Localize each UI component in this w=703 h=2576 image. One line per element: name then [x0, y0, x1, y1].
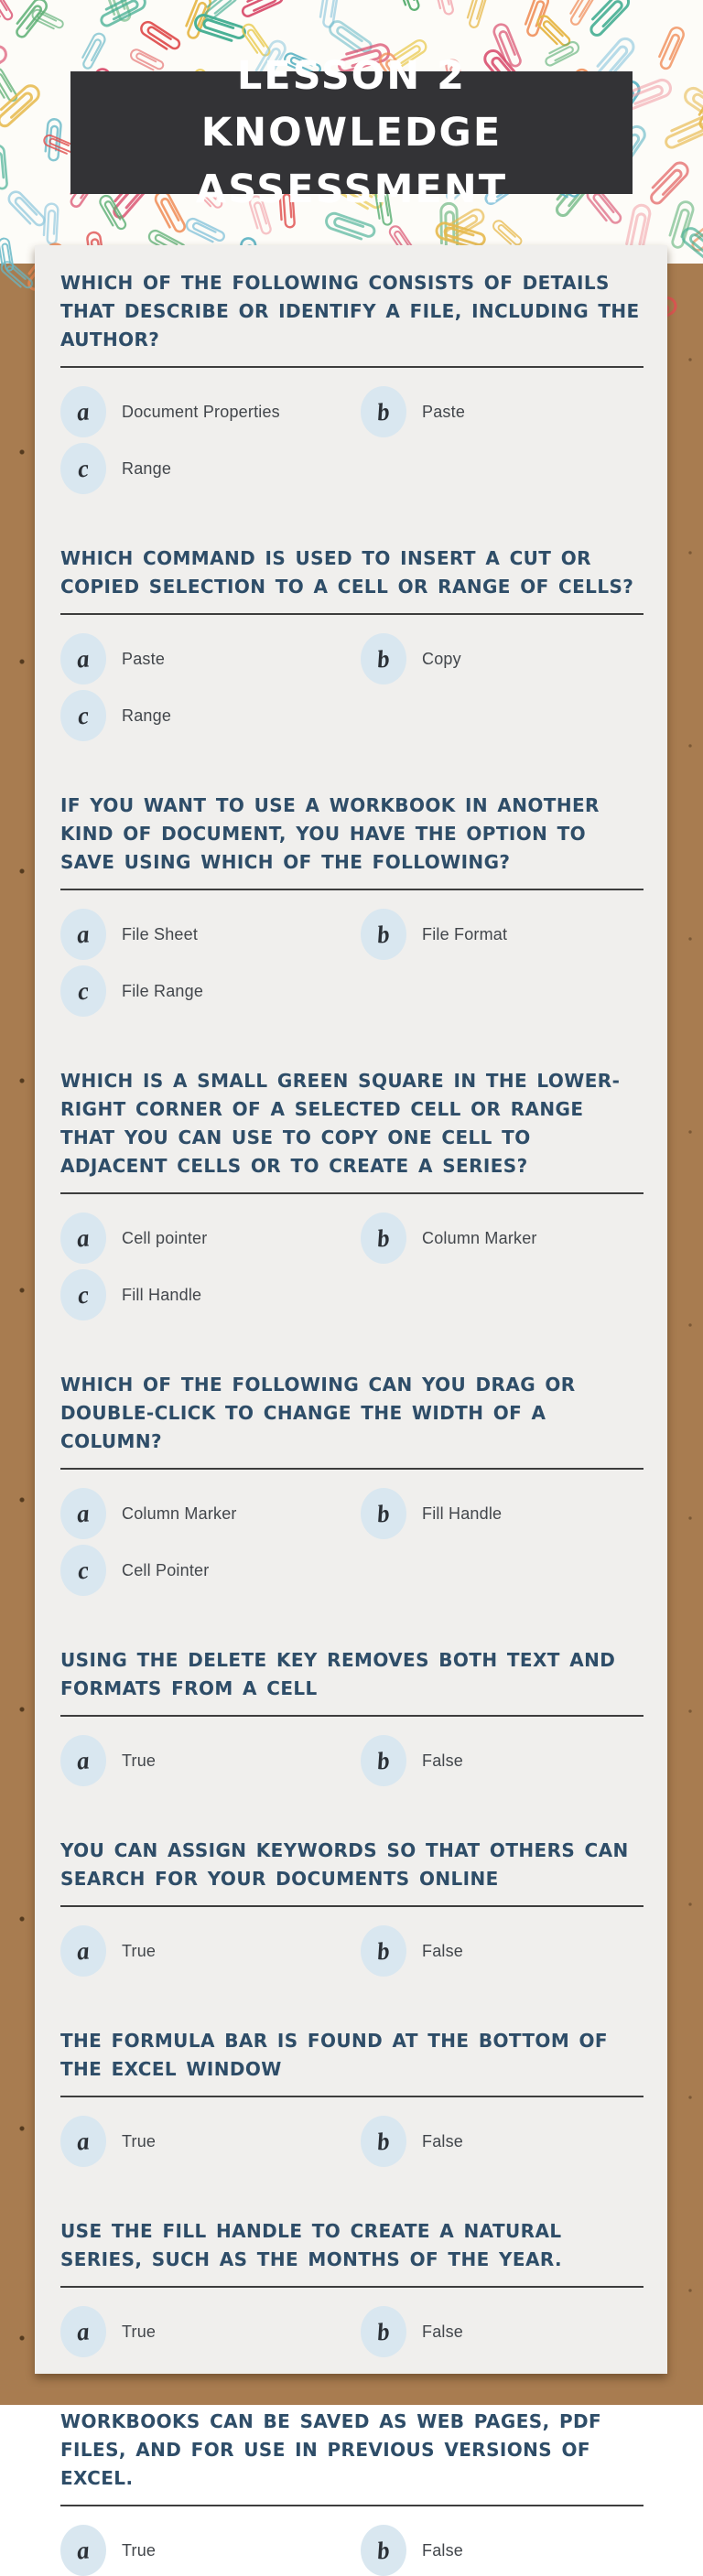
option-letter: c [76, 975, 91, 1006]
question-divider [60, 2096, 644, 2097]
option-letter: c [76, 1279, 91, 1310]
answer-option[interactable] [60, 909, 361, 960]
questions-card [35, 245, 667, 2565]
option-letter-badge [60, 1735, 106, 1786]
assessment-title-banner [70, 53, 633, 212]
option-letter: c [76, 453, 91, 483]
option-letter: b [375, 919, 392, 949]
question-block [60, 1837, 644, 1977]
option-letter-badge [60, 1545, 106, 1596]
answer-option[interactable] [361, 2525, 644, 2576]
answer-option[interactable] [60, 2525, 361, 2576]
question-block [60, 1646, 644, 1786]
option-label: Range [122, 458, 172, 478]
question-divider [60, 1468, 644, 1470]
answer-options [60, 2116, 644, 2167]
answer-option[interactable] [361, 1735, 644, 1786]
question-text: USING THE DELETE KEY REMOVES BOTH TEXT AND FORMATS FROM A CELL [60, 1649, 616, 1699]
answer-option[interactable] [361, 2306, 644, 2357]
question-text: WHICH OF THE FOLLOWING CAN YOU DRAG OR DOUBLE-CLICK TO CHANGE THE WIDTH OF A COLUMN? [60, 1374, 576, 1452]
option-letter: a [75, 396, 92, 426]
option-letter: a [75, 643, 92, 674]
option-label: Column Marker [122, 1504, 237, 1523]
option-letter: b [375, 1498, 392, 1528]
question-text: WHICH IS A SMALL GREEN SQUARE IN THE LOWER-RIGHT CORNER OF A SELECTED CELL OR RANGE THAT YOU CAN USE TO COPY ONE CELL TO ADJACENT CELLS OR TO CREATE A SERIES? [60, 1070, 621, 1177]
answer-option[interactable] [60, 1735, 361, 1786]
answer-options [60, 1735, 644, 1786]
question-text: THE FORMULA BAR IS FOUND AT THE BOTTOM OF THE EXCEL WINDOW [60, 2030, 608, 2080]
option-label: True [122, 1941, 157, 1960]
option-letter: b [375, 396, 392, 426]
option-letter: b [375, 643, 392, 674]
option-label: Document Properties [122, 402, 280, 421]
option-letter-badge [361, 2306, 406, 2357]
question-divider [60, 2286, 644, 2288]
answer-option[interactable] [60, 965, 361, 1017]
option-label: File Format [422, 924, 508, 943]
option-label: False [422, 2131, 464, 2150]
option-label: Paste [422, 402, 466, 421]
option-letter: b [375, 2316, 392, 2346]
option-label: False [422, 2322, 464, 2341]
option-letter: b [375, 2126, 392, 2156]
option-letter-badge [361, 2116, 406, 2167]
option-label: Cell pointer [122, 1228, 208, 1247]
question-divider [60, 613, 644, 615]
answer-options [60, 1925, 644, 1977]
option-letter: a [75, 2535, 92, 2565]
answer-option[interactable] [60, 1488, 361, 1539]
option-letter: a [75, 1223, 92, 1253]
option-letter: b [375, 1745, 392, 1775]
option-letter: b [375, 2535, 392, 2565]
question-text: WHICH COMMAND IS USED TO INSERT A CUT OR COPIED SELECTION TO A CELL OR RANGE OF CELLS? [60, 547, 634, 598]
option-letter: b [375, 1223, 392, 1253]
question-block [60, 2027, 644, 2167]
question-divider [60, 1905, 644, 1907]
option-letter: a [75, 919, 92, 949]
answer-option[interactable] [361, 1213, 644, 1264]
question-block [60, 544, 644, 741]
option-label: Range [122, 706, 172, 725]
question-block [60, 2408, 644, 2576]
page-title: LESSON 2 KNOWLEDGE ASSESSMENT [195, 53, 508, 212]
option-label: File Range [122, 981, 204, 1000]
answer-options [60, 386, 644, 494]
question-text: WHICH OF THE FOLLOWING CONSISTS OF DETAILS THAT DESCRIBE OR IDENTIFY A FILE, INCLUDING THE AUTHOR? [60, 272, 640, 350]
question-text: WORKBOOKS CAN BE SAVED AS WEB PAGES, PDF FILES, AND FOR USE IN PREVIOUS VERSIONS OF EXCEL. [60, 2410, 602, 2489]
option-letter-badge [60, 2525, 106, 2576]
paperclip-pattern [0, 0, 703, 264]
question-block [60, 1371, 644, 1596]
question-block [60, 792, 644, 1017]
option-label: Fill Handle [122, 1285, 202, 1304]
answer-option[interactable] [361, 1488, 644, 1539]
option-letter-badge [361, 2525, 406, 2576]
question-divider [60, 1192, 644, 1194]
option-letter: c [76, 700, 91, 730]
option-letter-badge [60, 2116, 106, 2167]
option-letter: c [76, 1555, 91, 1585]
question-block [60, 1067, 644, 1320]
answer-option[interactable] [60, 2306, 361, 2357]
answer-option[interactable] [60, 1545, 361, 1596]
answer-option[interactable] [361, 386, 644, 437]
option-letter: a [75, 1498, 92, 1528]
option-letter-badge [361, 1735, 406, 1786]
option-letter-badge [361, 909, 406, 960]
option-letter-badge [60, 443, 106, 494]
option-letter-badge [60, 1269, 106, 1320]
answer-option[interactable] [60, 386, 361, 437]
answer-option[interactable] [361, 1925, 644, 1977]
option-letter: a [75, 1745, 92, 1775]
option-label: Column Marker [422, 1228, 537, 1247]
answer-option[interactable] [60, 633, 361, 684]
question-divider [60, 889, 644, 890]
option-label: False [422, 1751, 464, 1770]
question-text: USE THE FILL HANDLE TO CREATE A NATURAL SERIES, SUCH AS THE MONTHS OF THE YEAR. [60, 2220, 563, 2270]
option-letter-badge [60, 690, 106, 741]
answer-option[interactable] [60, 2116, 361, 2167]
answer-option[interactable] [60, 690, 361, 741]
answer-options [60, 1488, 644, 1596]
question-divider [60, 366, 644, 368]
option-label: File Sheet [122, 924, 199, 943]
answer-options [60, 2306, 644, 2357]
option-letter-badge [361, 1925, 406, 1977]
answer-options [60, 633, 644, 741]
option-letter-badge [60, 965, 106, 1017]
question-divider [60, 2505, 644, 2506]
option-label: Paste [122, 649, 166, 668]
option-letter-badge [60, 1925, 106, 1977]
question-text: IF YOU WANT TO USE A WORKBOOK IN ANOTHER KIND OF DOCUMENT, YOU HAVE THE OPTION TO SAVE USING WHICH OF THE FOLLOWING? [60, 794, 600, 873]
option-label: Fill Handle [422, 1504, 503, 1523]
answer-options [60, 2525, 644, 2576]
option-label: True [122, 2131, 157, 2150]
answer-options [60, 1213, 644, 1320]
option-letter-badge [361, 633, 406, 684]
question-divider [60, 1715, 644, 1717]
option-label: False [422, 2540, 464, 2560]
question-block [60, 269, 644, 494]
option-label: Copy [422, 649, 461, 668]
question-text: YOU CAN ASSIGN KEYWORDS SO THAT OTHERS CAN SEARCH FOR YOUR DOCUMENTS ONLINE [60, 1839, 629, 1890]
answer-option[interactable] [60, 1925, 361, 1977]
answer-option[interactable] [361, 633, 644, 684]
option-letter: a [75, 1935, 92, 1966]
answer-option[interactable] [60, 1213, 361, 1264]
option-letter-badge [60, 633, 106, 684]
answer-option[interactable] [361, 2116, 644, 2167]
option-letter-badge [361, 386, 406, 437]
option-label: False [422, 1941, 464, 1960]
question-block [60, 2217, 644, 2357]
option-label: True [122, 2540, 157, 2560]
option-letter-badge [60, 909, 106, 960]
option-letter: b [375, 1935, 392, 1966]
option-letter-badge [60, 2306, 106, 2357]
option-label: True [122, 1751, 157, 1770]
option-label: Cell Pointer [122, 1560, 210, 1579]
option-letter-badge [361, 1213, 406, 1264]
option-letter: a [75, 2126, 92, 2156]
answer-option[interactable] [60, 443, 361, 494]
answer-option[interactable] [60, 1269, 361, 1320]
answer-options [60, 909, 644, 1017]
option-label: True [122, 2322, 157, 2341]
option-letter-badge [60, 1488, 106, 1539]
option-letter-badge [60, 386, 106, 437]
answer-option[interactable] [361, 909, 644, 960]
option-letter: a [75, 2316, 92, 2346]
option-letter-badge [60, 1213, 106, 1264]
option-letter-badge [361, 1488, 406, 1539]
